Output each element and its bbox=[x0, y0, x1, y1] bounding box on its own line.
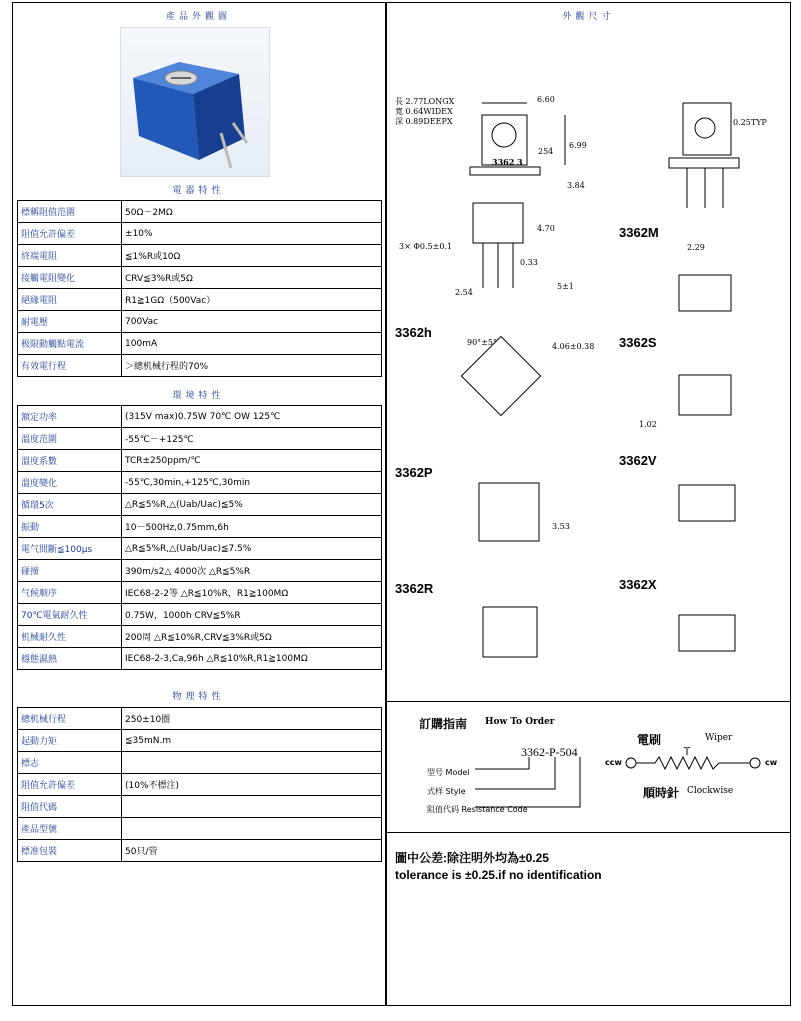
tolerance-zh: 圖中公差:除注明外均為±0.25 bbox=[395, 851, 549, 865]
order-code: 3362-P-504 bbox=[521, 745, 578, 759]
spec-value: CRV≦3%R或5Ω bbox=[122, 267, 382, 289]
order-section-divider bbox=[387, 701, 790, 702]
dimension-drawings bbox=[387, 3, 790, 703]
model-3362r: 3362R bbox=[395, 581, 434, 596]
environment-spec-table bbox=[17, 405, 382, 670]
model-3362h: 3362h bbox=[395, 325, 432, 340]
model-3362s: 3362S bbox=[619, 335, 657, 350]
dim-254b: 2.54 bbox=[455, 288, 473, 297]
spec-key: 標准包裝 bbox=[18, 840, 122, 862]
spec-value bbox=[122, 752, 382, 774]
spec-key: 阻值允許偏差 bbox=[18, 223, 122, 245]
spec-row bbox=[18, 355, 382, 377]
spec-value: ≦35mN.m bbox=[122, 730, 382, 752]
spec-key: 70℃電氣耐久性 bbox=[18, 604, 122, 626]
spec-value bbox=[122, 796, 382, 818]
spec-key: 標稱阻值范圍 bbox=[18, 201, 122, 223]
spec-row bbox=[18, 560, 382, 582]
spec-row bbox=[18, 604, 382, 626]
spec-value: 390m/s2△ 4000次 △R≦5%R bbox=[122, 560, 382, 582]
model-3362m: 3362M bbox=[619, 225, 659, 240]
spec-row bbox=[18, 818, 382, 840]
spec-row bbox=[18, 774, 382, 796]
spec-row bbox=[18, 582, 382, 604]
spec-value bbox=[122, 818, 382, 840]
product-photo bbox=[120, 27, 270, 177]
spec-value: 700Vac bbox=[122, 311, 382, 333]
spec-value: IEC68-2-2等 △R≦10%R，R1≧100MΩ bbox=[122, 582, 382, 604]
spec-key: 溫度系數 bbox=[18, 450, 122, 472]
spec-value: -55℃,30min,+125℃,30min bbox=[122, 472, 382, 494]
spec-row bbox=[18, 311, 382, 333]
dim-51: 5±1 bbox=[557, 282, 574, 291]
spec-row bbox=[18, 626, 382, 648]
spec-value: IEC68-2-3,Ca,96h △R≦10%R,R1≧100MΩ bbox=[122, 648, 382, 670]
order-title-en: How To Order bbox=[485, 717, 555, 727]
order-leader-lines bbox=[475, 755, 625, 835]
wiper-cw: cw bbox=[765, 758, 778, 767]
spec-row bbox=[18, 406, 382, 428]
spec-row bbox=[18, 201, 382, 223]
dim-660: 6.60 bbox=[537, 95, 555, 104]
spec-row bbox=[18, 245, 382, 267]
trimmer-potentiometer-image bbox=[121, 28, 271, 178]
spec-row bbox=[18, 267, 382, 289]
spec-row bbox=[18, 752, 382, 774]
spec-key: 穩態濕熱 bbox=[18, 648, 122, 670]
note-divider bbox=[387, 832, 790, 833]
spec-row bbox=[18, 840, 382, 862]
dim-90: 90°±5° bbox=[467, 338, 497, 347]
dim-long: 長 2.77LONGX bbox=[395, 97, 455, 106]
spec-key: 振動 bbox=[18, 516, 122, 538]
spec-key: 絕緣電阻 bbox=[18, 289, 122, 311]
spec-value: 10－500Hz,0.75mm,6h bbox=[122, 516, 382, 538]
spec-value: -55℃－+125℃ bbox=[122, 428, 382, 450]
dim-025: 0.25TYP bbox=[733, 118, 767, 127]
spec-row bbox=[18, 223, 382, 245]
spec-value: 250±10圈 bbox=[122, 708, 382, 730]
spec-row bbox=[18, 472, 382, 494]
environment-title: 環境特性 bbox=[172, 391, 225, 401]
clockwise-en: Clockwise bbox=[687, 786, 734, 796]
dim-033: 0.33 bbox=[520, 258, 538, 267]
dim-deep: 深 0.89DEEPX bbox=[395, 117, 453, 126]
part-code: 3362 3 bbox=[492, 157, 523, 167]
spec-value: R1≧1GΩ（500Vac） bbox=[122, 289, 382, 311]
order-style: 式样 Style bbox=[427, 787, 466, 796]
spec-row bbox=[18, 538, 382, 560]
model-3362v: 3362V bbox=[619, 453, 657, 468]
spec-row bbox=[18, 494, 382, 516]
spec-key: 阻值代碼 bbox=[18, 796, 122, 818]
spec-key: 溫度范圍 bbox=[18, 428, 122, 450]
dimensions-title: 外觀尺寸 bbox=[562, 12, 615, 22]
spec-value: (10%不標注) bbox=[122, 774, 382, 796]
spec-key: 起動力矩 bbox=[18, 730, 122, 752]
spec-value: 50只/管 bbox=[122, 840, 382, 862]
spec-key: 机械耐久性 bbox=[18, 626, 122, 648]
spec-row bbox=[18, 289, 382, 311]
dim-699: 6.99 bbox=[569, 141, 587, 150]
spec-row bbox=[18, 796, 382, 818]
spec-key: 總机械行程 bbox=[18, 708, 122, 730]
order-title: 訂購指南 bbox=[419, 717, 468, 731]
wiper-label: 電刷 bbox=[637, 733, 662, 747]
spec-value: △R≦5%R,△(Uab/Uac)≦5% bbox=[122, 494, 382, 516]
model-3362x: 3362X bbox=[619, 577, 657, 592]
dim-wide: 寬 0.64WIDEX bbox=[395, 107, 453, 116]
spec-row bbox=[18, 648, 382, 670]
spec-row bbox=[18, 428, 382, 450]
model-3362p: 3362P bbox=[395, 465, 433, 480]
electrical-title: 電器特性 bbox=[172, 186, 225, 196]
tolerance-en: tolerance is ±0.25.if no identification bbox=[395, 868, 602, 882]
dim-3x: 3× Φ0.5±0.1 bbox=[399, 242, 453, 251]
spec-key: 极限動觸點電流 bbox=[18, 333, 122, 355]
spec-value: 0.75W，1000h CRV≦5%R bbox=[122, 604, 382, 626]
spec-key: 溫度變化 bbox=[18, 472, 122, 494]
spec-key: 阻值允許偏差 bbox=[18, 774, 122, 796]
spec-value: (315V max)0.75W 70℃ OW 125℃ bbox=[122, 406, 382, 428]
dim-229: 2.29 bbox=[687, 243, 705, 252]
spec-key: 循環5次 bbox=[18, 494, 122, 516]
spec-key: 產品型號 bbox=[18, 818, 122, 840]
product-photo-title: 產品外觀圖 bbox=[165, 12, 231, 22]
spec-key: 碰撞 bbox=[18, 560, 122, 582]
resistor-symbol bbox=[625, 747, 765, 787]
dim-470: 4.70 bbox=[537, 224, 555, 233]
order-resistance: 阻值代码 Resistance Code bbox=[427, 805, 528, 814]
spec-row bbox=[18, 450, 382, 472]
wiper-ccw: ccw bbox=[605, 758, 622, 767]
spec-value: △R≦5%R,△(Uab/Uac)≦7.5% bbox=[122, 538, 382, 560]
spec-key: 气候顺序 bbox=[18, 582, 122, 604]
spec-value: 100mA bbox=[122, 333, 382, 355]
spec-key: 終端電阻 bbox=[18, 245, 122, 267]
spec-value: ±10% bbox=[122, 223, 382, 245]
spec-key: 額定功率 bbox=[18, 406, 122, 428]
dim-254: 254 bbox=[538, 147, 554, 156]
physical-spec-table bbox=[17, 707, 382, 862]
spec-key: 接觸電阻變化 bbox=[18, 267, 122, 289]
spec-key: 標志 bbox=[18, 752, 122, 774]
spec-key: 耐電壓 bbox=[18, 311, 122, 333]
spec-row bbox=[18, 516, 382, 538]
spec-row bbox=[18, 708, 382, 730]
spec-key: 電气間斷≦100μs bbox=[18, 538, 122, 560]
electrical-spec-table bbox=[17, 200, 382, 377]
spec-value: 50Ω－2MΩ bbox=[122, 201, 382, 223]
wiper-label-en: Wiper bbox=[705, 733, 733, 743]
dim-353: 3.53 bbox=[552, 522, 570, 531]
right-column bbox=[387, 3, 790, 1005]
physical-title: 物理特性 bbox=[172, 692, 225, 702]
spec-row bbox=[18, 730, 382, 752]
spec-row bbox=[18, 333, 382, 355]
dim-406: 4.06±0.38 bbox=[552, 342, 595, 351]
dim-102: 1.02 bbox=[639, 420, 657, 429]
left-column bbox=[13, 3, 384, 1005]
order-model: 型号 Model bbox=[427, 768, 470, 777]
spec-value: ＞總机械行程的70% bbox=[122, 355, 382, 377]
dim-384: 3.84 bbox=[567, 181, 585, 190]
spec-key: 有效電行程 bbox=[18, 355, 122, 377]
clockwise-label: 順時針 bbox=[643, 786, 680, 800]
spec-value: ≦1%R或10Ω bbox=[122, 245, 382, 267]
spec-value: 200周 △R≦10%R,CRV≦3%R或5Ω bbox=[122, 626, 382, 648]
spec-value: TCR±250ppm/℃ bbox=[122, 450, 382, 472]
